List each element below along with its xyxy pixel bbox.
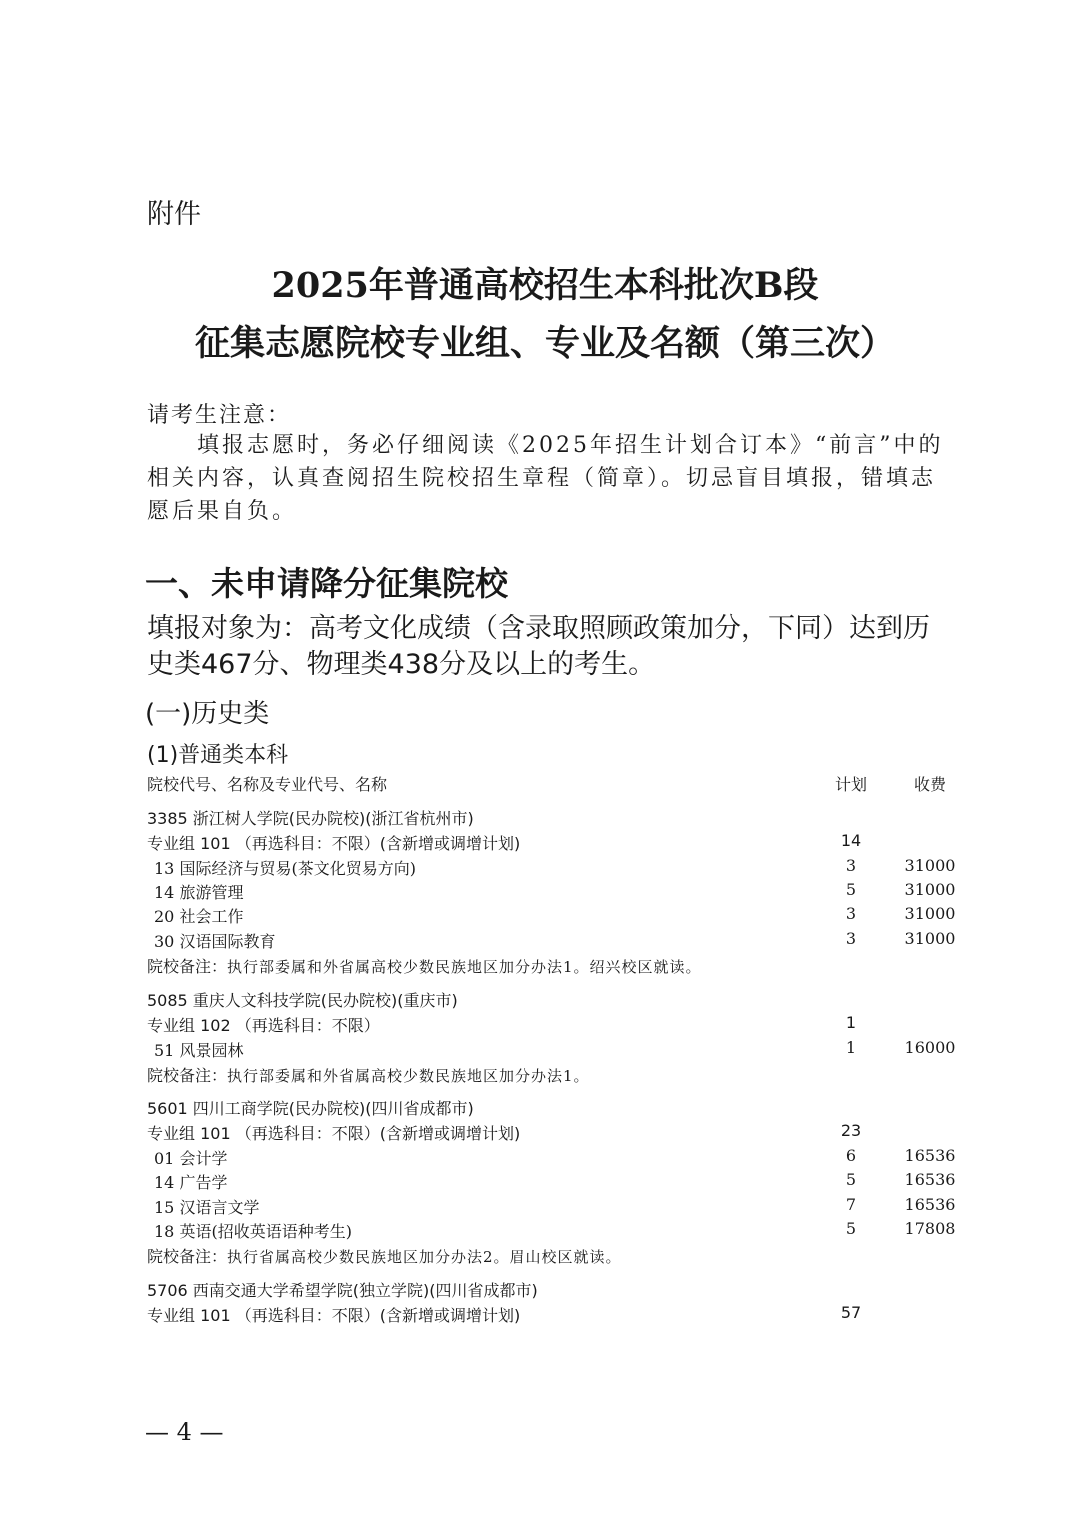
plan-count: 1	[845, 1038, 857, 1057]
section-lead-text: 填报对象为：高考文化成绩（含录取照顾政策加分，下同）达到历史类467分、物理类438分及以上的考生。	[147, 613, 930, 680]
major-group-name: 专业组 101 （再选科目：不限）(含新增或调增计划)	[147, 834, 521, 853]
major-name: 30 汉语国际教育	[154, 932, 276, 951]
tuition-fee: 17808	[904, 1219, 956, 1238]
major-name: 01 会计学	[154, 1149, 228, 1168]
table-row-major	[0, 929, 1080, 953]
table-row-school	[0, 1096, 1080, 1120]
major-name: 13 国际经济与贸易(茶文化贸易方向)	[154, 859, 416, 878]
plan-count: 1	[845, 1013, 857, 1032]
table-row-group	[0, 1121, 1080, 1145]
school-remark	[147, 954, 702, 977]
column-header-fee: 收费	[913, 775, 946, 794]
table-row-school	[0, 806, 1080, 830]
plan-count: 6	[845, 1146, 857, 1165]
school-name: 3385 浙江树人学院(民办院校)(浙江省杭州市)	[147, 809, 474, 828]
major-name: 51 风景园林	[154, 1041, 244, 1060]
tuition-fee: 31000	[904, 856, 956, 875]
plan-count: 3	[845, 904, 857, 923]
tuition-fee: 16536	[904, 1195, 956, 1214]
table-row-school	[0, 1278, 1080, 1302]
major-group-name: 专业组 101 （再选科目：不限）(含新增或调增计划)	[147, 1124, 521, 1143]
table-row-remark	[0, 954, 1080, 978]
table-row-major	[0, 904, 1080, 928]
column-header-plan: 计划	[834, 775, 867, 794]
major-name: 15 汉语言文学	[154, 1198, 260, 1217]
table-row-major	[0, 1195, 1080, 1219]
school-name: 5706 西南交通大学希望学院(独立学院)(四川省成都市)	[147, 1281, 538, 1300]
page-title-line2: 征集志愿院校专业组、专业及名额（第三次）	[194, 323, 895, 364]
table-row-group	[0, 1303, 1080, 1327]
plan-count: 23	[840, 1121, 862, 1140]
major-name: 18 英语(招收英语语种考生)	[154, 1222, 352, 1241]
table-row-major	[0, 1219, 1080, 1243]
table-row-group	[0, 1013, 1080, 1037]
tuition-fee: 16536	[904, 1146, 956, 1165]
tuition-fee: 31000	[904, 904, 956, 923]
notice-body: 填报志愿时，务必仔细阅读《2025年招生计划合订本》“前言”中的相关内容，认真查阅招生院校招生章程（简章）。切忌盲目填报，错填志愿后果自负。	[147, 433, 944, 524]
plan-count: 3	[845, 929, 857, 948]
table-row-school	[0, 988, 1080, 1012]
page-title-line1: 2025年普通高校招生本科批次B段	[271, 265, 819, 306]
plan-count: 5	[845, 1170, 857, 1189]
school-name: 5085 重庆人文科技学院(民办院校)(重庆市)	[147, 991, 458, 1010]
table-row-major	[0, 1146, 1080, 1170]
school-remark	[147, 1063, 590, 1086]
remark-text: 执行部委属和外省属高校少数民族地区加分办法1。	[227, 1067, 590, 1085]
major-group-name: 专业组 101 （再选科目：不限）(含新增或调增计划)	[147, 1306, 521, 1325]
attachment-label: 附件	[147, 199, 201, 230]
tuition-fee: 31000	[904, 880, 956, 899]
remark-text: 执行部委属和外省属高校少数民族地区加分办法1。绍兴校区就读。	[227, 958, 702, 976]
plan-count: 5	[845, 880, 857, 899]
major-name: 14 旅游管理	[154, 883, 244, 902]
subsection-heading: (一)历史类	[145, 699, 270, 729]
table-row-major	[0, 1038, 1080, 1062]
remark-label: 院校备注：	[147, 1066, 228, 1085]
column-header-name: 院校代号、名称及专业代号、名称	[147, 775, 388, 794]
notice-label: 请考生注意：	[147, 403, 292, 428]
table-row-major	[0, 1170, 1080, 1194]
tuition-fee: 16536	[904, 1170, 956, 1189]
plan-count: 57	[840, 1303, 862, 1322]
plan-count: 5	[845, 1219, 857, 1238]
remark-label: 院校备注：	[147, 957, 228, 976]
major-name: 14 广告学	[154, 1173, 228, 1192]
remark-label: 院校备注：	[147, 1247, 228, 1266]
table-row-major	[0, 880, 1080, 904]
plan-count: 7	[845, 1195, 857, 1214]
category-heading: (1)普通类本科	[147, 743, 289, 768]
table-row-major	[0, 856, 1080, 880]
school-remark	[147, 1244, 622, 1267]
major-group-name: 专业组 102 （再选科目：不限）	[147, 1016, 380, 1035]
tuition-fee: 31000	[904, 929, 956, 948]
plan-count: 14	[840, 831, 862, 850]
school-name: 5601 四川工商学院(民办院校)(四川省成都市)	[147, 1099, 474, 1118]
table-row-group	[0, 831, 1080, 855]
remark-text: 执行省属高校少数民族地区加分办法2。眉山校区就读。	[227, 1248, 622, 1266]
page-number: — 4 —	[145, 1418, 224, 1446]
table-header	[0, 772, 1080, 796]
section-heading: 一、未申请降分征集院校	[145, 564, 508, 603]
table-row-remark	[0, 1244, 1080, 1268]
major-name: 20 社会工作	[154, 907, 244, 926]
tuition-fee: 16000	[904, 1038, 956, 1057]
table-row-remark	[0, 1063, 1080, 1087]
plan-count: 3	[845, 856, 857, 875]
